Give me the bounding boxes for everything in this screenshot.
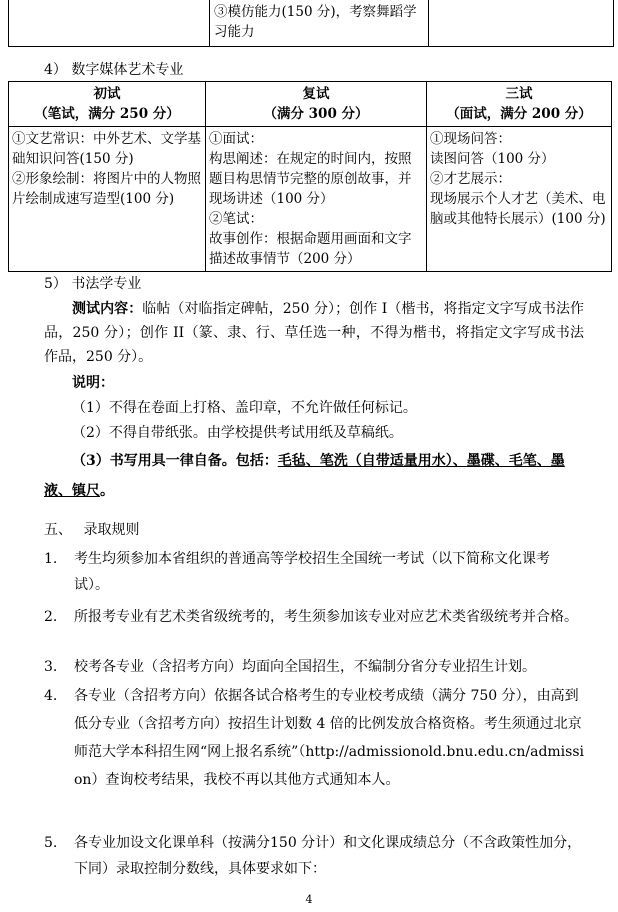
section5-content-text: 临帖（对临指定碑帖，250 分）；创作 I（楷书，将指定文字写成书法作品，250 分）；创作 II（篆、隶、行、草任选一种，不得为楷书，将指定文字写成书法作品，250 分）。 — [44, 301, 585, 365]
top-table-cell-text: ③模仿能力(150 分)，考察舞蹈学习能力 — [214, 4, 417, 40]
body-second — [206, 127, 427, 272]
section5-content — [44, 297, 584, 369]
rule-item-2-text: 所报考专业有艺术类省级统考的，考生须参加该专业对应艺术类省级统考并合格。 — [74, 609, 578, 625]
rule-item-1-num: 1. — [44, 551, 58, 567]
rule-item-3 — [44, 654, 584, 680]
top-table-mid-cell — [210, 0, 429, 47]
section5-note-3 — [44, 446, 584, 506]
header-third-subtitle: （面试，满分 200 分） — [446, 106, 592, 122]
rule-item-3-num: 3. — [44, 659, 58, 675]
page-number: 4 — [305, 893, 313, 906]
note3-suffix: 。 — [100, 483, 114, 499]
header-initial-subtitle: （笔试，满分 250 分） — [34, 106, 180, 122]
top-table-left-cell — [9, 0, 210, 47]
third-line-3: ②才艺展示： — [430, 171, 511, 187]
third-line-1: ①现场问答： — [430, 131, 511, 147]
top-table-right-cell — [429, 0, 614, 47]
initial-line-2: ②形象绘制：将图片中的人物照片绘制成速写造型(100 分) — [12, 171, 201, 207]
rule-item-3-text: 校考各专业（含招考方向）均面向全国招生，不编制分省分专业招生计划。 — [74, 659, 536, 675]
header-second-subtitle: （满分 300 分） — [263, 106, 369, 122]
rule-item-4 — [44, 682, 584, 794]
initial-line-1: ①文艺常识：中外艺术、文学基础知识问答(150 分) — [12, 131, 201, 167]
rule-item-5-text: 各专业加设文化课单科（按满分150 分计）和文化课成绩总分（不含政策性加分，下同）录取控制分数线，具体要求如下： — [74, 835, 582, 877]
third-line-2: 读图问答（100 分） — [430, 151, 555, 167]
header-second-title: 复试 — [302, 86, 330, 102]
second-line-4: 故事创作：根据命题用画面和文字描述故事情节（200 分） — [209, 231, 412, 267]
section5-note-2: （2）不得自带纸张。由学校提供考试用纸及草稿纸。 — [72, 425, 403, 441]
header-second — [206, 82, 427, 127]
rule-item-1-text: 考生均须参加本省组织的普通高等学校招生全国统一考试（以下简称文化课考试）。 — [74, 551, 550, 593]
note3-underlined: 毛毡、笔洗（自带适量用水）、墨碟、毛笔、墨液、镇尺 — [44, 453, 565, 499]
rule-item-4-num: 4. — [44, 688, 58, 704]
rule-item-5 — [44, 830, 584, 882]
section5-note-1: （1）不得在卷面上打格、盖印章，不允许做任何标记。 — [72, 400, 417, 416]
second-line-1: ①面试： — [209, 131, 263, 147]
section4-heading: 4） 数字媒体艺术专业 — [44, 62, 184, 78]
body-third — [427, 127, 612, 272]
header-third — [427, 82, 612, 127]
body-initial — [9, 127, 206, 272]
rule-item-1 — [44, 546, 584, 598]
header-third-title: 三试 — [505, 86, 533, 102]
header-initial — [9, 82, 206, 127]
third-line-4: 现场展示个人才艺（美术、电脑或其他特长展示）(100 分) — [430, 191, 606, 227]
section5-content-label: 测试内容： — [72, 301, 143, 317]
rule-item-4-text: 各专业（含招考方向）依据各试合格考生的专业校考成绩（满分 750 分），由高到低分专业（含招考方向）按招生计划数 4 倍的比例发放合格资格。考生须通过北京师范大学本科招生网“网上报名系统”（http://admissionold.bnu.edu.cn/admission）查询校考结果，我校不再以其他方式通知本人。 — [74, 688, 585, 788]
section4-table — [8, 81, 612, 272]
top-table — [8, 0, 614, 47]
section-five-heading: 五、 录取规则 — [44, 522, 140, 538]
rule-item-2-num: 2. — [44, 609, 58, 625]
note3-prefix: （3）书写用具一律自备。包括： — [72, 453, 278, 469]
second-line-3: ②笔试： — [209, 211, 263, 227]
second-line-2: 构思阐述：在规定的时间内，按照题目构思情节完整的原创故事，并现场讲述（100 分） — [209, 151, 412, 207]
section5-heading: 5） 书法学专业 — [44, 276, 142, 292]
rule-item-5-num: 5. — [44, 835, 58, 851]
section5-note-label: 说明： — [72, 375, 114, 391]
rule-item-2 — [44, 604, 584, 630]
header-initial-title: 初试 — [93, 86, 121, 102]
